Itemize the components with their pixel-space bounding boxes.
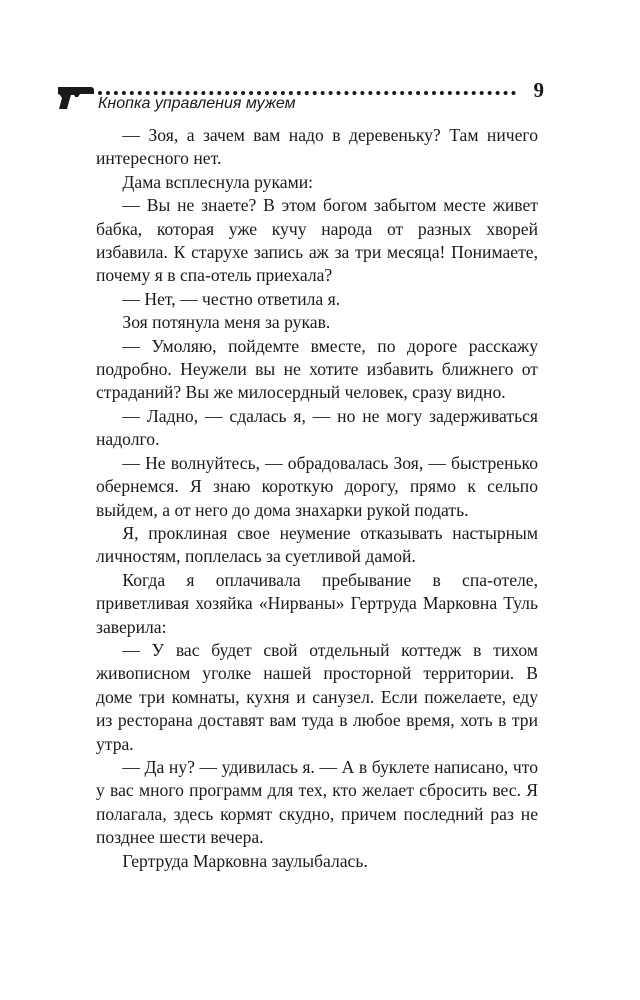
revolver-icon <box>56 84 96 110</box>
paragraph: — Зоя, а зачем вам надо в деревеньку? Там ничего интересного нет. <box>96 125 538 169</box>
paragraph: — Ладно, — сдалась я, — но не могу задерживаться надолго. <box>96 405 538 450</box>
paragraph: — Умоляю, пойдемте вместе, по дороге расскажу подробно. Неужели вы не хотите избавить ближнего от страданий? Вы же милосердный человек, сразу видно. <box>96 335 538 403</box>
paragraph: — Нет, — честно ответила я. <box>122 288 341 309</box>
paragraph: — У вас будет свой отдельный коттедж в тихом живописном уголке нашей просторной территории. В доме три комнаты, кухня и санузел. Если пожелаете, еду из ресторана доставят вам туда в любое время, хоть в три утра. <box>96 639 538 754</box>
text-body <box>96 124 538 873</box>
paragraph: — Не волнуйтесь, — обрадовалась Зоя, — быстренько обернемся. Я знаю короткую дорогу, прямо к сельпо выйдем, а от него до дома знахарки рукой подать. <box>96 452 538 520</box>
paragraph: Когда я оплачивала пребывание в спа-отеле, приветливая хозяйка «Нирваны» Гертруда Марковна Туль заверила: <box>96 569 538 637</box>
running-title: Кнопка управления мужем <box>98 95 296 112</box>
paragraph: Зоя потянула меня за рукав. <box>122 312 331 333</box>
paragraph: — Да ну? — удивилась я. — А в буклете написано, что у вас много программ для тех, кто желает сбросить вес. Я полагала, здесь кормят скудно, причем последний раз не позднее шести вечера. <box>96 756 538 848</box>
page-number: 9 <box>533 78 544 102</box>
paragraph: Я, проклиная свое неумение отказывать настырным личностям, поплелась за суетливой дамой. <box>96 522 538 567</box>
paragraph: Дама всплеснула руками: <box>122 171 314 192</box>
paragraph: — Вы не знаете? В этом богом забытом месте живет бабка, которая уже кучу народа от разных хворей избавила. К старухе запись аж за три месяца! Понимаете, почему я в спа-отель приехала? <box>96 195 538 286</box>
paragraph: Гертруда Марковна заулыбалась. <box>122 850 368 871</box>
running-header <box>56 80 544 116</box>
